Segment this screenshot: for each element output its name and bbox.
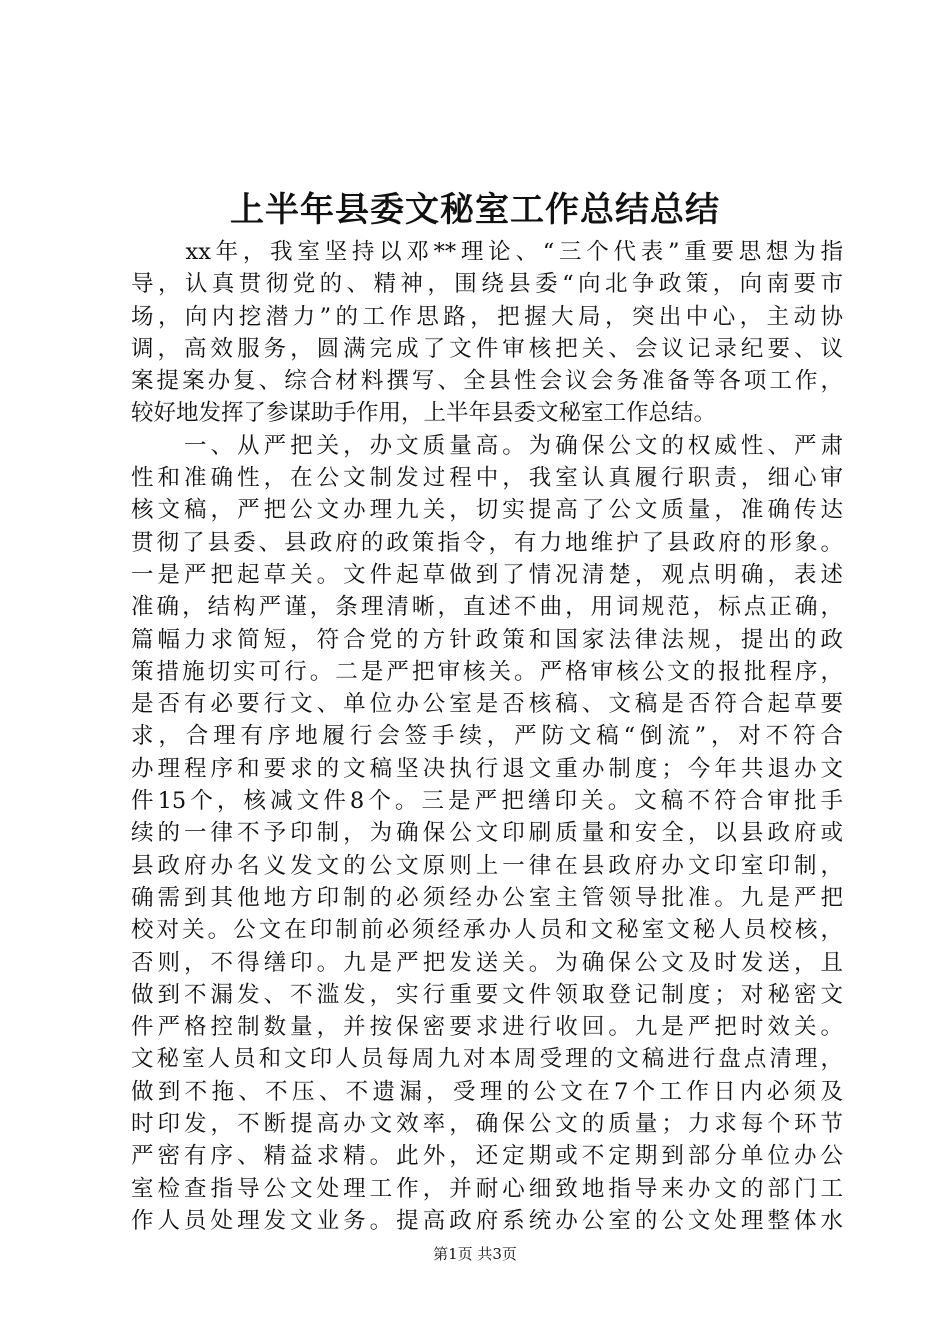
body-line: 一是严把起草关。文件起草做到了情况清楚，观点明确，表述: [131, 561, 843, 588]
body-line: 续的一律不予印制，为确保公文印刷质量和安全，以县政府或: [131, 820, 843, 847]
body-line: 校对关。公文在印制前必须经承办人员和文秘室文秘人员校核，: [131, 917, 843, 944]
body-line: 性和准确性，在公文制发过程中，我室认真履行职责，细心审: [131, 465, 843, 492]
body-line: 场，向内挖潜力”的工作思路，把握大局，突出中心，主动协: [131, 303, 843, 330]
body-line: 准确，结构严谨，条理清晰，直述不曲，用词规范，标点正确，: [131, 594, 843, 621]
body-line: 调，高效服务，圆满完成了文件审核把关、会议记录纪要、议: [131, 335, 843, 362]
body-line: 做到不漏发、不滥发，实行重要文件领取登记制度；对秘密文: [131, 981, 843, 1008]
body-line: 时印发，不断提高办文效率，确保公文的质量；力求每个环节: [131, 1111, 843, 1138]
body-line: 件严格控制数量，并按保密要求进行收回。九是严把时效关。: [131, 1014, 843, 1041]
body-line: 文秘室人员和文印人员每周九对本周受理的文稿进行盘点清理，: [131, 1046, 843, 1073]
document-body: [131, 236, 843, 1237]
body-line: 篇幅力求简短，符合党的方针政策和国家法律法规，提出的政: [131, 626, 843, 653]
body-line: 导，认真贯彻党的、精神，围绕县委“向北争政策，向南要市: [131, 271, 843, 298]
body-line: 是否有必要行文、单位办公室是否核稿、文稿是否符合起草要: [131, 691, 843, 718]
body-line: 做到不拖、不压、不遗漏，受理的公文在7个工作日内必须及: [131, 1078, 843, 1105]
body-line: 严密有序、精益求精。此外，还定期或不定期到部分单位办公: [131, 1143, 843, 1170]
body-line: 否则，不得缮印。九是严把发送关。为确保公文及时发送，且: [131, 949, 843, 976]
body-line: 作人员处理发文业务。提高政府系统办公室的公文处理整体水: [131, 1207, 843, 1234]
page-footer: 第1页 共3页: [433, 1245, 517, 1263]
document-title: 上半年县委文秘室工作总结总结: [230, 190, 720, 230]
body-line: 案提案办复、综合材料撰写、全县性会议会务准备等各项工作，: [131, 368, 843, 395]
body-line: 较好地发挥了参谋助手作用，上半年县委文秘室工作总结。: [131, 400, 717, 427]
body-line: 求，合理有序地履行会签手续，严防文稿“倒流”，对不符合: [131, 723, 843, 750]
body-line: 一、从严把关，办文质量高。为确保公文的权威性、严肃: [131, 432, 843, 459]
body-line: xx年，我室坚持以邓**理论、“三个代表”重要思想为指: [131, 239, 843, 265]
body-line: 确需到其他地方印制的必须经办公室主管领导批准。九是严把: [131, 884, 843, 911]
body-line: 核文稿，严把公文办理九关，切实提高了公文质量，准确传达: [131, 497, 843, 524]
body-line: 室检查指导公文处理工作，并耐心细致地指导来办文的部门工: [131, 1175, 843, 1202]
body-line: 策措施切实可行。二是严把审核关。严格审核公文的报批程序，: [131, 658, 843, 685]
body-line: 件15个，核减文件8个。三是严把缮印关。文稿不符合审批手: [131, 788, 843, 815]
body-line: 办理程序和要求的文稿坚决执行退文重办制度；今年共退办文: [131, 755, 843, 782]
body-line: 县政府办名义发文的公文原则上一律在县政府办文印室印制，: [131, 852, 843, 879]
body-line: 贯彻了县委、县政府的政策指令，有力地维护了县政府的形象。: [131, 529, 843, 556]
